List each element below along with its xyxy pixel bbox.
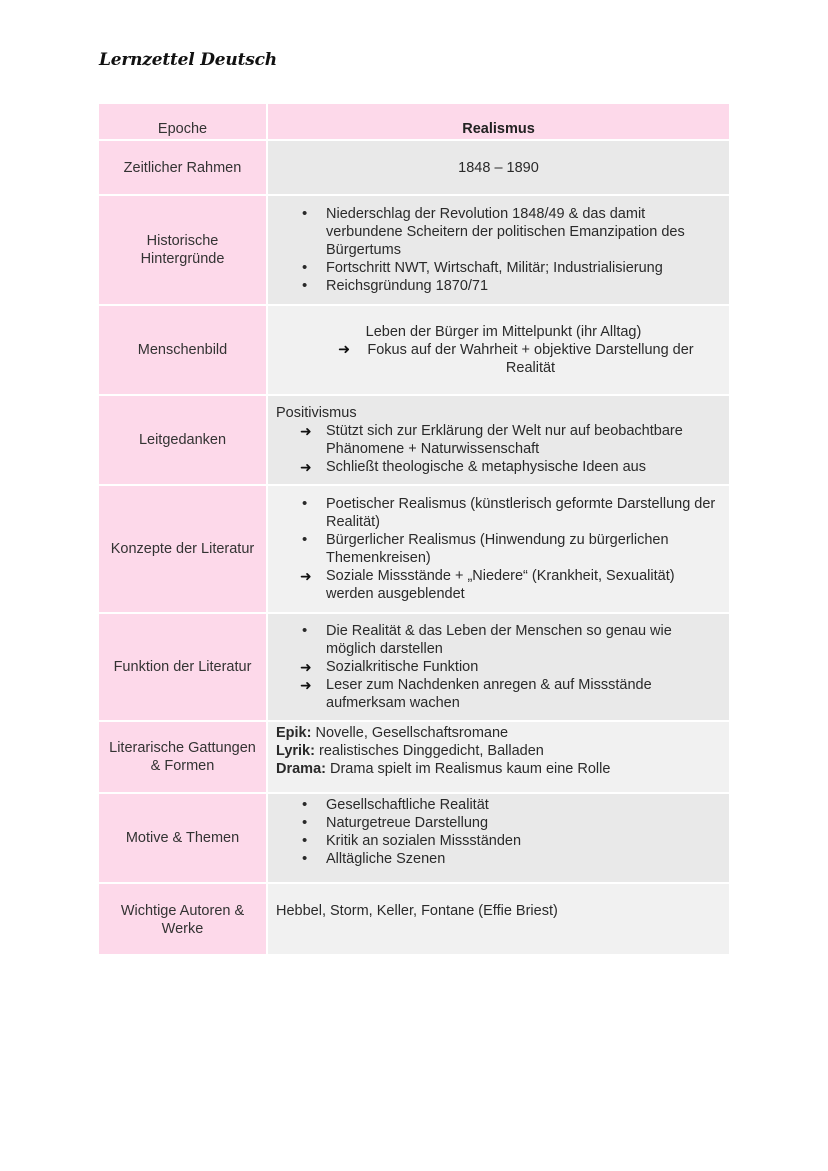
menschenbild-arrow-line: ➜ Fokus auf der Wahrheit + objektive Darstellung der Realität <box>338 341 699 377</box>
leitgedanken-arrows <box>276 422 721 476</box>
row-autoren <box>99 883 729 955</box>
label-autoren-text: Wichtige Autoren & Werke <box>120 903 245 937</box>
row-zeitlicher-rahmen <box>99 140 729 195</box>
label-historische-hintergruende <box>99 195 267 305</box>
value-autoren-text: Hebbel, Storm, Keller, Fontane (Effie Briest) <box>276 903 558 919</box>
list-item: ➜ Schließt theologische & metaphysische Ideen aus <box>276 458 721 476</box>
list-item: ➜ Leser zum Nachdenken anregen & auf Missstände aufmerksam wachen <box>276 676 721 712</box>
label-gattungen <box>99 721 267 793</box>
label-menschenbild <box>99 305 267 395</box>
row-gattungen <box>99 721 729 793</box>
list-item: • Die Realität & das Leben der Menschen so genau wie möglich darstellen <box>276 622 721 658</box>
label-funktion-text: Funktion der Literatur <box>113 659 252 675</box>
value-funktion <box>267 613 729 721</box>
label-historische-hintergruende-text: Historische Hintergründe <box>140 233 225 267</box>
historische-bullets <box>276 205 721 295</box>
list-item: • Gesellschaftliche Realität <box>276 796 721 814</box>
label-menschenbild-text: Menschenbild <box>137 342 228 358</box>
row-leitgedanken <box>99 395 729 485</box>
funktion-arrows <box>276 658 721 712</box>
list-item: ➜ Sozialkritische Funktion <box>276 658 721 676</box>
label-epoche <box>99 104 267 140</box>
value-konzepte <box>267 485 729 613</box>
label-epoche-text: Epoche <box>157 121 208 137</box>
row-konzepte <box>99 485 729 613</box>
label-motive-text: Motive & Themen <box>125 830 240 846</box>
gattung-text: Drama spielt im Realismus kaum eine Rolle <box>330 761 611 777</box>
list-item: • Bürgerlicher Realismus (Hinwendung zu bürgerlichen Themenkreisen) <box>276 531 721 567</box>
list-item: ➜ Stützt sich zur Erklärung der Welt nur auf beobachtbare Phänomene + Naturwissenschaft <box>276 422 721 458</box>
label-leitgedanken-text: Leitgedanken <box>138 432 227 448</box>
value-autoren <box>267 883 729 955</box>
label-gattungen-text: Literarische Gattungen & Formen <box>109 740 256 774</box>
label-konzepte <box>99 485 267 613</box>
gattung-text: realistisches Dinggedicht, Balladen <box>318 743 544 759</box>
funktion-bullets <box>276 622 721 658</box>
label-leitgedanken <box>99 395 267 485</box>
value-epoche-text: Realismus <box>462 121 535 137</box>
gattung-drama <box>276 760 721 778</box>
label-zeitlicher-rahmen-text: Zeitlicher Rahmen <box>123 159 242 176</box>
label-motive <box>99 793 267 883</box>
list-item: • Reichsgründung 1870/71 <box>276 277 721 295</box>
gattung-epik <box>276 724 721 742</box>
list-item: • Poetischer Realismus (künstlerisch geformte Darstellung der Realität) <box>276 495 721 531</box>
leitgedanken-heading: Positivismus <box>276 405 357 421</box>
gattung-term: Epik: <box>276 725 312 741</box>
menschenbild-line: Leben der Bürger im Mittelpunkt (ihr Alltag) <box>365 324 642 340</box>
konzepte-bullets <box>276 495 721 567</box>
label-autoren <box>99 883 267 955</box>
value-motive <box>267 793 729 883</box>
value-menschenbild <box>267 305 729 395</box>
row-motive <box>99 793 729 883</box>
value-gattungen <box>267 721 729 793</box>
label-funktion <box>99 613 267 721</box>
value-epoche <box>267 104 729 140</box>
list-item: • Alltägliche Szenen <box>276 850 721 868</box>
row-menschenbild <box>99 305 729 395</box>
row-epoche <box>99 104 729 140</box>
value-zeitlicher-rahmen <box>267 140 729 195</box>
value-zeitlicher-rahmen-text: 1848 – 1890 <box>458 159 539 176</box>
gattung-term: Lyrik: <box>276 743 315 759</box>
epoch-table <box>99 104 729 956</box>
konzepte-arrows <box>276 567 721 603</box>
gattung-term: Drama: <box>276 761 326 777</box>
label-zeitlicher-rahmen <box>99 140 267 195</box>
page-title: Lernzettel Deutsch <box>99 50 277 70</box>
gattung-text: Novelle, Gesellschaftsromane <box>315 725 509 741</box>
gattung-lyrik <box>276 742 721 760</box>
list-item: ➜ Soziale Missstände + „Niedere“ (Krankheit, Sexualität) werden ausgeblendet <box>276 567 721 603</box>
label-konzepte-text: Konzepte der Literatur <box>110 541 255 557</box>
list-item: • Niederschlag der Revolution 1848/49 & das damit verbundene Scheitern der politischen Emanzipation des Bürgertums <box>276 205 721 259</box>
list-item: • Kritik an sozialen Missständen <box>276 832 721 850</box>
list-item: • Fortschritt NWT, Wirtschaft, Militär; Industrialisierung <box>276 259 721 277</box>
value-historische-hintergruende <box>267 195 729 305</box>
list-item: • Naturgetreue Darstellung <box>276 814 721 832</box>
row-funktion <box>99 613 729 721</box>
motive-bullets <box>276 796 721 868</box>
row-historische-hintergruende <box>99 195 729 305</box>
value-leitgedanken <box>267 395 729 485</box>
